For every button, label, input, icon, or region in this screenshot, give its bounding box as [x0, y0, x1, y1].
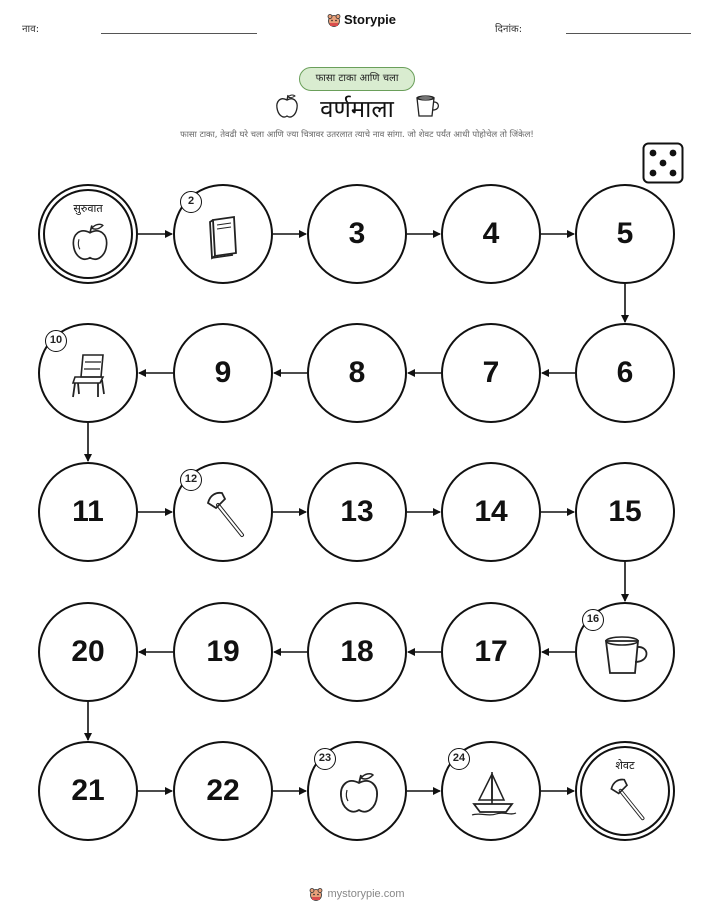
end-cell[interactable]	[575, 741, 675, 841]
board-cell-8[interactable]	[307, 323, 407, 423]
apple-icon	[334, 768, 384, 818]
board-cell-12[interactable]	[173, 462, 273, 562]
board-cell-18[interactable]	[307, 602, 407, 702]
board-cell-16[interactable]	[575, 602, 675, 702]
board-cell-4[interactable]	[441, 184, 541, 284]
cell-number: 7	[482, 356, 500, 389]
board-cell-19[interactable]	[173, 602, 273, 702]
end-label: शेवट	[615, 759, 635, 772]
chair-icon	[65, 350, 115, 400]
footer	[0, 887, 714, 901]
book-icon	[200, 211, 250, 261]
board-cell-11[interactable]	[38, 462, 138, 562]
cell-number: 8	[348, 356, 366, 389]
cell-number: 19	[206, 635, 240, 668]
boat-icon	[468, 768, 518, 818]
cup-icon	[602, 629, 652, 679]
board-cell-9[interactable]	[173, 323, 273, 423]
name-label: नाव:	[22, 24, 40, 35]
cell-number: 20	[71, 635, 105, 668]
cell-number: 3	[348, 217, 366, 250]
apple-icon	[67, 219, 113, 265]
board-cell-7[interactable]	[441, 323, 541, 423]
footer-url[interactable]: mystorypie.com	[327, 888, 405, 900]
board-cell-21[interactable]	[38, 741, 138, 841]
board-cell-20[interactable]	[38, 602, 138, 702]
start-cell[interactable]	[38, 184, 138, 284]
cell-number: 13	[340, 495, 374, 528]
cell-number: 6	[616, 356, 634, 389]
cell-number: 11	[72, 495, 104, 528]
cell-number: 4	[482, 217, 500, 250]
cell-number-badge: 24	[448, 748, 470, 770]
board-cell-24[interactable]	[441, 741, 541, 841]
board-cell-10[interactable]	[38, 323, 138, 423]
board-cell-22[interactable]	[173, 741, 273, 841]
board-cell-17[interactable]	[441, 602, 541, 702]
cell-number-badge: 10	[45, 330, 67, 352]
cell-number: 21	[71, 774, 105, 807]
page-title: वर्णमाला	[320, 95, 394, 123]
cell-number: 18	[340, 635, 374, 668]
board-cell-15[interactable]	[575, 462, 675, 562]
axe-icon	[200, 489, 250, 539]
board-cell-23[interactable]	[307, 741, 407, 841]
board-cell-3[interactable]	[307, 184, 407, 284]
cell-number: 22	[206, 774, 240, 807]
cell-number: 9	[214, 356, 232, 389]
cell-number-badge: 2	[180, 191, 202, 213]
cell-number-badge: 12	[180, 469, 202, 491]
axe-icon	[604, 776, 650, 822]
board-cell-14[interactable]	[441, 462, 541, 562]
date-label: दिनांक:	[495, 24, 523, 35]
brand-name: Storypie	[344, 12, 397, 27]
game-badge: फासा टाका आणि चला	[299, 67, 415, 91]
cell-number: 15	[608, 495, 642, 528]
storypie-mascot-icon	[309, 887, 323, 901]
board-cell-2[interactable]	[173, 184, 273, 284]
board-cell-13[interactable]	[307, 462, 407, 562]
start-label: सुरुवात	[73, 202, 103, 215]
cell-number-badge: 23	[314, 748, 336, 770]
cell-number: 5	[616, 217, 634, 250]
cell-number: 14	[474, 495, 508, 528]
board-cell-6[interactable]	[575, 323, 675, 423]
cell-number-badge: 16	[582, 609, 604, 631]
board-cell-5[interactable]	[575, 184, 675, 284]
cell-number: 17	[474, 635, 508, 668]
instructions-text: फासा टाका, तेवढी घरे चला आणि ज्या चित्रावर उतरलात त्याचे नाव सांगा. जो शेवट पर्यंत आधी पोहोचेल तो जिंकेल!	[180, 130, 534, 140]
